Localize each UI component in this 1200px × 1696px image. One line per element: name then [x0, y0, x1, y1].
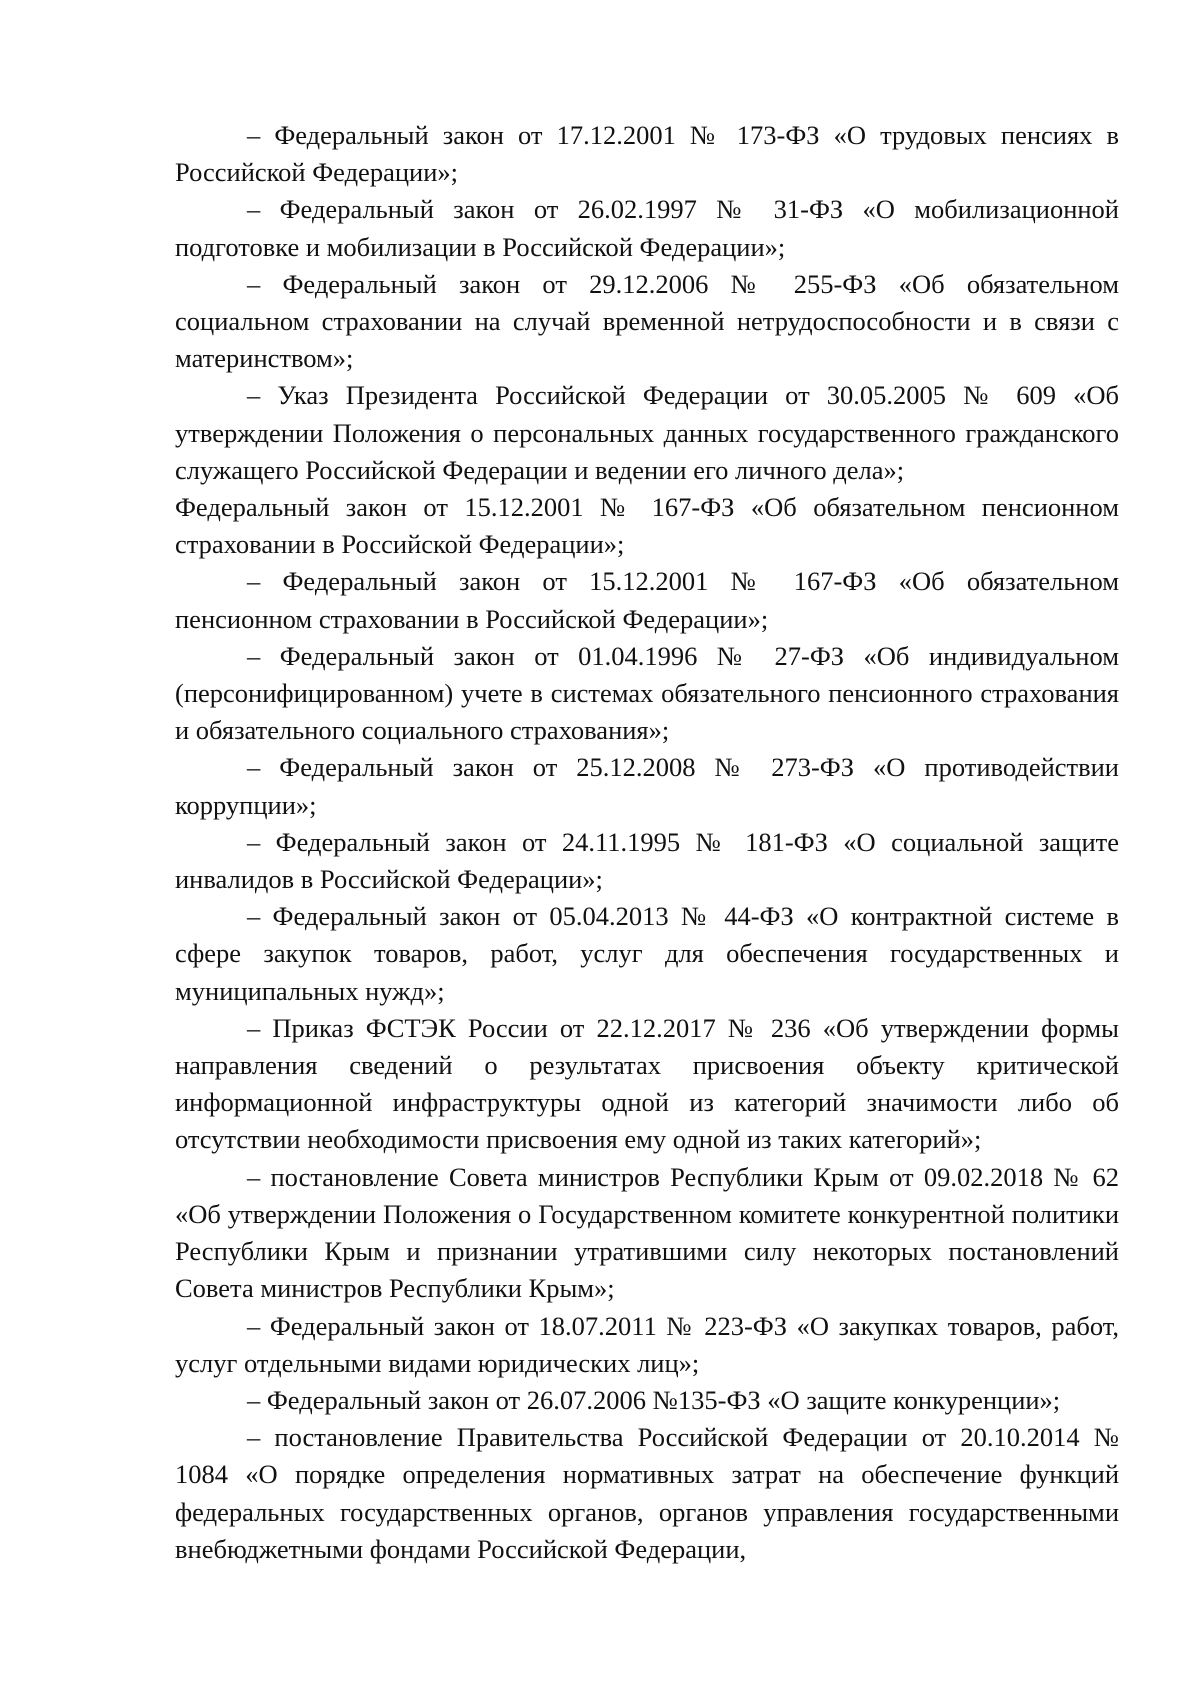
- document-page: [175, 117, 1119, 1568]
- law-item: – постановление Совета министров Республики Крым от 09.02.2018 № 62 «Об утверждении Положения о Государственном комитете конкурентной политики Республики Крым и признании утратившими силу некоторых постановлений Совета министров Республики Крым»;: [175, 1161, 1119, 1304]
- law-item: – Федеральный закон от 18.07.2011 № 223-ФЗ «О закупках товаров, работ, услуг отдельными видами юридических лиц»;: [175, 1310, 1119, 1378]
- law-item: – Указ Президента Российской Федерации от 30.05.2005 № 609 «Об утверждении Положения о персональных данных государственного гражданского служащего Российской Федерации и ведении его личного дела»;: [175, 380, 1119, 485]
- law-item: – Приказ ФСТЭК России от 22.12.2017 № 236 «Об утверждении формы направления сведений о результатах присвоения объекту критической информационной инфраструктуры одной из категорий значимости либо об отсутствии необходимости присвоения ему одной из таких категорий»;: [175, 1012, 1119, 1155]
- law-item: – Федеральный закон от 05.04.2013 № 44-ФЗ «О контрактной системе в сфере закупок товаров, работ, услуг для обеспечения государственных и муниципальных нужд»;: [175, 901, 1119, 1006]
- law-item: – Федеральный закон от 29.12.2006 № 255-ФЗ «Об обязательном социальном страховании на случай временной нетрудоспособности и в связи с материнством»;: [175, 268, 1119, 374]
- law-item: – Федеральный закон от 01.04.1996 № 27-ФЗ «Об индивидуальном (персонифицированном) учете в системах обязательного пенсионного страхования и обязательного социального страхования»;: [175, 640, 1119, 746]
- law-item: – Федеральный закон от 26.02.1997 № 31-ФЗ «О мобилизационной подготовке и мобилизации в Российской Федерации»;: [175, 194, 1119, 262]
- law-item: – Федеральный закон от 24.11.1995 № 181-ФЗ «О социальной защите инвалидов в Российской Федерации»;: [175, 826, 1119, 895]
- law-item: – Федеральный закон от 17.12.2001 № 173-ФЗ «О трудовых пенсиях в Российской Федерации»;: [175, 120, 1119, 188]
- law-item: Федеральный закон от 15.12.2001 № 167-ФЗ «Об обязательном пенсионном страховании в Российской Федерации»;: [175, 492, 1119, 560]
- law-item: – Федеральный закон от 26.07.2006 №135-ФЗ «О защите конкуренции»;: [247, 1384, 1061, 1415]
- law-item: – Федеральный закон от 25.12.2008 № 273-ФЗ «О противодействии коррупции»;: [175, 752, 1119, 820]
- law-item: – Федеральный закон от 15.12.2001 № 167-ФЗ «Об обязательном пенсионном страховании в Российской Федерации»;: [175, 566, 1119, 634]
- law-item: – постановление Правительства Российской Федерации от 20.10.2014 № 1084 «О порядке определения нормативных затрат на обеспечение функций федеральных государственных органов, органов управления государственными внебюджетными фондами Российской Федерации,: [175, 1422, 1119, 1564]
